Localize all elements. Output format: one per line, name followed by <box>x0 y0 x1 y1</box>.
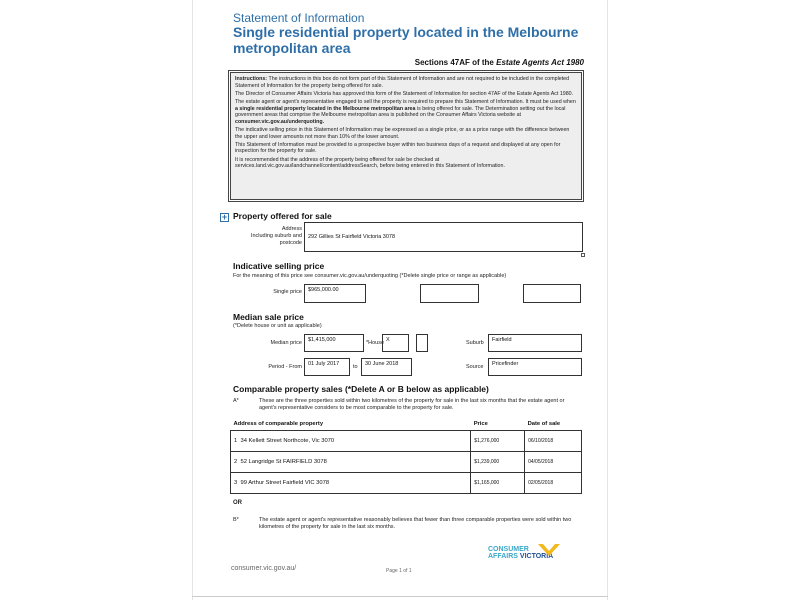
instructions-p3 <box>235 99 577 125</box>
address-label <box>232 226 302 247</box>
instructions-p6: It is recommended that the address of the property being offered for sale be checked at services.land.vic.gov.au/landchannel/content/addressSearch, before being entered in this Statement of Information. <box>235 156 505 170</box>
instructions-p3c: is being offered for sale. The Determination setting out the local government areas that comprise the Melbourne metropolitan area is published on the Consumer Affairs Victoria website at <box>235 105 566 119</box>
expand-plus-icon[interactable]: + <box>221 212 228 222</box>
option-b-text: The estate agent or agent's representative reasonably believes that fewer than three comparable properties were sold within two kilometres of the property for sale in the last six months. <box>259 517 572 530</box>
column-header-price: Price <box>473 421 488 427</box>
instructions-p3b: a single residential property located in the Melbourne metropolitan area <box>235 105 416 112</box>
comparable-address-cell[interactable] <box>231 431 471 452</box>
comparable-section-title: Comparable property sales (*Delete A or B below as applicable) <box>233 384 489 394</box>
victoria-triangle-icon <box>538 544 560 556</box>
row-number: 2 <box>234 459 238 465</box>
source-label: Source <box>466 364 484 370</box>
house-field[interactable]: X <box>382 334 409 352</box>
instructions-box <box>230 72 582 200</box>
column-header-address: Address of comparable property <box>233 421 324 427</box>
median-section-title: Median sale price <box>233 312 304 322</box>
comparable-address-cell[interactable] <box>231 452 471 473</box>
sections-prefix: Sections 47AF of the <box>414 58 497 67</box>
footer-rule <box>192 596 608 597</box>
page-margin-right <box>607 0 608 600</box>
suburb-label: Suburb <box>466 340 484 346</box>
comparable-sales-table <box>230 418 582 494</box>
footer-page-number: Page 1 of 1 <box>386 568 412 574</box>
comparable-address-cell[interactable] <box>231 473 471 494</box>
address-field[interactable]: 292 Gillies St Fairfield Victoria 3078 <box>304 222 583 252</box>
row-number: 1 <box>234 438 238 444</box>
comparable-price-cell[interactable]: $1,165,000 <box>471 473 525 494</box>
median-note: (*Delete house or unit as applicable) <box>233 323 322 329</box>
address-label-line2: Including suburb and <box>250 233 302 239</box>
instructions-heading: Instructions: <box>235 76 268 82</box>
house-label: *House <box>366 340 385 346</box>
comparable-price-cell[interactable]: $1,276,000 <box>471 431 525 452</box>
sections-reference <box>380 58 584 67</box>
resize-handle[interactable] <box>581 253 585 257</box>
instructions-p1: The instructions in this box do not form part of this Statement of Information and are not required to be included in the completed Statement of Information for the property being offered for sale. <box>235 76 570 89</box>
table-row <box>231 452 582 473</box>
comparable-date-cell[interactable]: 02/05/2018 <box>525 473 582 494</box>
table-row <box>231 473 582 494</box>
option-a-label: A* <box>233 398 239 404</box>
table-header-row <box>231 418 582 431</box>
period-from-label: Period - From <box>268 364 302 370</box>
underquoting-link: consumer.vic.gov.au/underquoting. <box>235 118 325 125</box>
median-price-field[interactable]: $1,415,000 <box>304 334 364 352</box>
source-field[interactable]: Pricefinder <box>488 358 582 376</box>
sections-act: Estate Agents Act 1980 <box>496 58 584 67</box>
instructions-p2: The Director of Consumer Affairs Victoria has approved this form of the Statement of Information for section 47AF of the Estate Agents Act 1980. <box>235 90 574 97</box>
comparable-date-cell[interactable]: 06/10/2018 <box>525 431 582 452</box>
instructions-p5: This Statement of Information must be provided to a prospective buyer within two business days of a request and displayed at any open for inspection for the property for sale. <box>235 141 561 155</box>
instructions-p3a: The estate agent or agent's representative engaged to sell the property is required to prepare this Statement of Information. It must be used when <box>235 98 576 105</box>
single-price-label: Single price <box>273 289 302 295</box>
single-price-field[interactable]: $965,000.00 <box>304 284 366 303</box>
property-section-title: Property offered for sale <box>233 211 332 221</box>
period-from-field[interactable]: 01 July 2017 <box>304 358 350 376</box>
or-label: OR <box>233 500 242 506</box>
indicative-section-title: Indicative selling price <box>233 261 325 271</box>
row-number: 3 <box>234 480 238 486</box>
logo-line1: CONSUMER <box>488 546 529 553</box>
row-address: 34 Kellett Street Northcote, Vic 3070 <box>240 438 335 444</box>
comparable-price-cell[interactable]: $1,239,000 <box>471 452 525 473</box>
address-label-line1: Address <box>281 226 302 232</box>
comparable-date-cell[interactable]: 04/05/2018 <box>525 452 582 473</box>
table-row <box>231 431 582 452</box>
logo-affairs: AFFAIRS <box>488 553 518 560</box>
option-b-label: B* <box>233 517 239 523</box>
price-range-upper-field[interactable] <box>523 284 581 303</box>
document-title: Single residential property located in the Melbourne metropolitan area <box>233 24 579 56</box>
suburb-field[interactable]: Fairfield <box>488 334 582 352</box>
footer-url: consumer.vic.gov.au/ <box>231 565 297 572</box>
logo-victoria: VICTORIA <box>519 553 554 560</box>
address-label-line3: postcode <box>279 240 302 246</box>
price-range-lower-field[interactable] <box>420 284 479 303</box>
instructions-p4: The indicative selling price in this Statement of Information may be expressed as a single price, or as a price range with the difference between the upper and lower amounts not more than 10% of the lower amount. <box>235 126 570 140</box>
option-a-text: These are the three properties sold within two kilometres of the property for sale in the last six months that the estate agent or agent's representative considers to be most comparable to the property for sale. <box>259 398 565 411</box>
median-price-label: Median price <box>270 340 302 346</box>
row-address: 52 Langridge St FAIRFIELD 3078 <box>240 459 327 465</box>
column-header-date: Date of sale <box>527 421 561 427</box>
row-address: 99 Arthur Street Fairfield VIC 3078 <box>240 480 330 486</box>
period-to-label: to <box>353 364 358 370</box>
unit-field[interactable] <box>416 334 428 352</box>
document-subtitle: Statement of Information <box>233 11 365 25</box>
period-to-field[interactable]: 30 June 2018 <box>361 358 412 376</box>
page-margin-left <box>192 0 193 600</box>
indicative-note: For the meaning of this price see consumer.vic.gov.au/underquoting (*Delete single price or range as applicable) <box>233 273 507 279</box>
